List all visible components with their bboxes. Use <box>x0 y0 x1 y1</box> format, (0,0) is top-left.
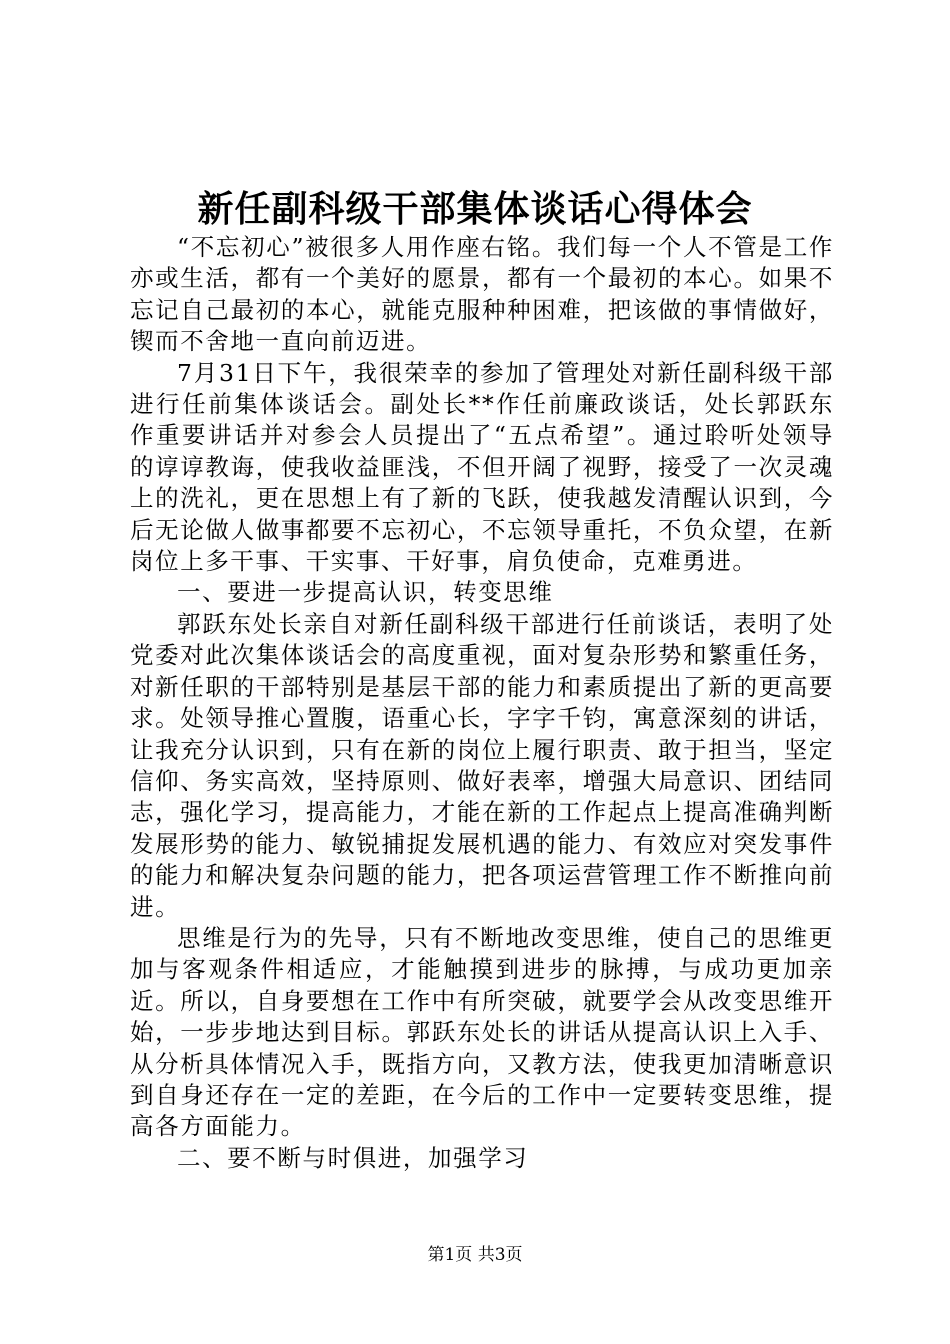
page-footer: 第1页 共3页 <box>427 1245 523 1265</box>
document-body <box>130 232 834 1174</box>
section-heading-1: 一、要进一步提高认识，转变思维 <box>177 578 554 607</box>
paragraph-intro: “不忘初心”被很多人用作座右铭。我们每一个人不管是工作亦或生活，都有一个美好的愿景，都有一个最初的本心。如果不忘记自己最初的本心，就能克服种种困难，把该做的事情做好，锲而不舍地一直向前迈进。 <box>130 233 834 356</box>
paragraph-meeting: 7月31日下午，我很荣幸的参加了管理处对新任副科级干部进行任前集体谈话会。副处长**作任前廉政谈话，处长郭跃东作重要讲话并对参会人员提出了“五点希望”。通过聆听处领导的谆谆教诲，使我收益匪浅，不但开阔了视野，接受了一次灵魂上的洗礼，更在思想上有了新的飞跃，使我越发清醒认识到，今后无论做人做事都要不忘初心，不忘领导重托，不负众望，在新岗位上多干事、干实事、干好事，肩负使命，克难勇进。 <box>130 358 834 576</box>
section-heading-2: 二、要不断与时俱进，加强学习 <box>177 1143 529 1172</box>
document-title: 新任副科级干部集体谈话心得体会 <box>197 188 753 230</box>
paragraph-section-1a: 郭跃东处长亲自对新任副科级干部进行任前谈话，表明了处党委对此次集体谈话会的高度重视，面对复杂形势和繁重任务，对新任职的干部特别是基层干部的能力和素质提出了新的更高要求。处领导推心置腹，语重心长，字字千钧，寓意深刻的讲话，让我充分认识到，只有在新的岗位上履行职责、敢于担当，坚定信仰、务实高效，坚持原则、做好表率，增强大局意识、团结同志，强化学习，提高能力，才能在新的工作起点上提高准确判断发展形势的能力、敏锐捕捉发展机遇的能力、有效应对突发事件的能力和解决复杂问题的能力，把各项运营管理工作不断推向前进。 <box>130 609 834 921</box>
paragraph-section-1b: 思维是行为的先导，只有不断地改变思维，使自己的思维更加与客观条件相适应，才能触摸到进步的脉搏，与成功更加亲近。所以，自身要想在工作中有所突破，就要学会从改变思维开始，一步步地达到目标。郭跃东处长的讲话从提高认识上入手、从分析具体情况入手，既指方向，又教方法，使我更加清晰意识到自身还存在一定的差距，在今后的工作中一定要转变思维，提高各方面能力。 <box>130 923 834 1141</box>
